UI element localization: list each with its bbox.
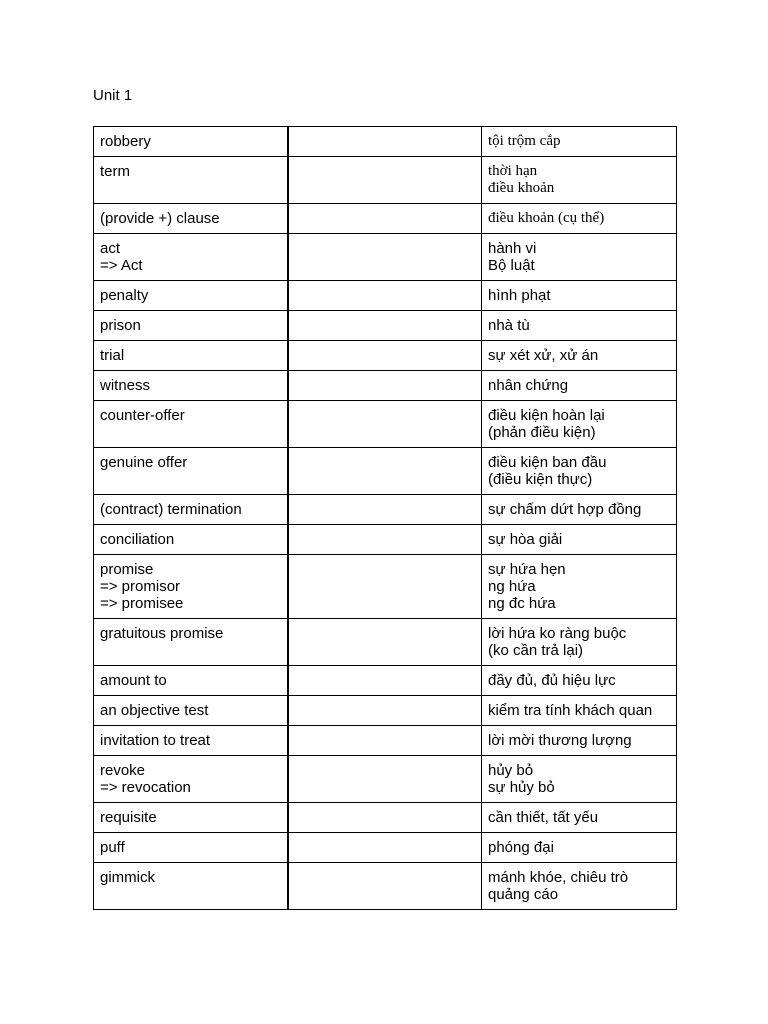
blank-cell <box>288 371 482 401</box>
table-row <box>94 495 677 525</box>
meaning-cell: điều kiện hoàn lại (phản điều kiện) <box>482 401 677 448</box>
blank-cell <box>288 696 482 726</box>
table-row <box>94 401 677 448</box>
meaning-cell: hành vi Bộ luật <box>482 234 677 281</box>
meaning-cell: kiểm tra tính khách quan <box>482 696 677 726</box>
blank-cell <box>288 525 482 555</box>
meaning-cell: cần thiết, tất yếu <box>482 803 677 833</box>
term-cell: gimmick <box>94 863 288 910</box>
blank-cell <box>288 281 482 311</box>
table-row <box>94 157 677 204</box>
blank-cell <box>288 863 482 910</box>
term-cell: prison <box>94 311 288 341</box>
blank-cell <box>288 341 482 371</box>
meaning-cell: lời hứa ko ràng buộc (ko cần trả lại) <box>482 619 677 666</box>
table-row <box>94 234 677 281</box>
meaning-cell: thời hạn điều khoản <box>482 157 677 204</box>
table-row <box>94 525 677 555</box>
term-cell: witness <box>94 371 288 401</box>
blank-cell <box>288 127 482 157</box>
blank-cell <box>288 619 482 666</box>
table-row <box>94 803 677 833</box>
table-row <box>94 833 677 863</box>
blank-cell <box>288 726 482 756</box>
meaning-cell: tội trộm cắp <box>482 127 677 157</box>
table-row <box>94 371 677 401</box>
table-row <box>94 863 677 910</box>
blank-cell <box>288 555 482 619</box>
meaning-cell: mánh khóe, chiêu trò quảng cáo <box>482 863 677 910</box>
table-row <box>94 726 677 756</box>
blank-cell <box>288 234 482 281</box>
table-row <box>94 756 677 803</box>
term-cell: act => Act <box>94 234 288 281</box>
table-row <box>94 448 677 495</box>
meaning-cell: điều kiện ban đầu (điều kiện thực) <box>482 448 677 495</box>
meaning-cell: điều khoản (cụ thể) <box>482 204 677 234</box>
meaning-cell: sự chấm dứt hợp đồng <box>482 495 677 525</box>
table-row <box>94 619 677 666</box>
blank-cell <box>288 448 482 495</box>
term-cell: requisite <box>94 803 288 833</box>
blank-cell <box>288 756 482 803</box>
term-cell: trial <box>94 341 288 371</box>
vocabulary-table <box>93 126 677 910</box>
term-cell: promise => promisor => promisee <box>94 555 288 619</box>
meaning-cell: sự xét xử, xử án <box>482 341 677 371</box>
meaning-cell: phóng đại <box>482 833 677 863</box>
term-cell: (contract) termination <box>94 495 288 525</box>
term-cell: (provide +) clause <box>94 204 288 234</box>
blank-cell <box>288 803 482 833</box>
meaning-cell: sự hứa hẹn ng hứa ng đc hứa <box>482 555 677 619</box>
table-row <box>94 555 677 619</box>
term-cell: invitation to treat <box>94 726 288 756</box>
table-row <box>94 696 677 726</box>
table-row <box>94 666 677 696</box>
meaning-cell: sự hòa giải <box>482 525 677 555</box>
meaning-cell: nhà tù <box>482 311 677 341</box>
table-row <box>94 311 677 341</box>
document-heading: Unit 1 <box>93 87 133 104</box>
blank-cell <box>288 204 482 234</box>
term-cell: penalty <box>94 281 288 311</box>
vocabulary-table-body <box>94 127 677 910</box>
term-cell: counter-offer <box>94 401 288 448</box>
meaning-cell: hình phạt <box>482 281 677 311</box>
meaning-cell: nhân chứng <box>482 371 677 401</box>
term-cell: revoke => revocation <box>94 756 288 803</box>
term-cell: amount to <box>94 666 288 696</box>
blank-cell <box>288 157 482 204</box>
meaning-cell: lời mời thương lượng <box>482 726 677 756</box>
table-row <box>94 341 677 371</box>
table-row <box>94 127 677 157</box>
term-cell: robbery <box>94 127 288 157</box>
term-cell: term <box>94 157 288 204</box>
blank-cell <box>288 311 482 341</box>
table-row <box>94 281 677 311</box>
term-cell: genuine offer <box>94 448 288 495</box>
blank-cell <box>288 401 482 448</box>
term-cell: gratuitous promise <box>94 619 288 666</box>
blank-cell <box>288 666 482 696</box>
term-cell: an objective test <box>94 696 288 726</box>
table-row <box>94 204 677 234</box>
term-cell: conciliation <box>94 525 288 555</box>
blank-cell <box>288 833 482 863</box>
term-cell: puff <box>94 833 288 863</box>
meaning-cell: hủy bỏ sự hủy bỏ <box>482 756 677 803</box>
blank-cell <box>288 495 482 525</box>
meaning-cell: đầy đủ, đủ hiệu lực <box>482 666 677 696</box>
